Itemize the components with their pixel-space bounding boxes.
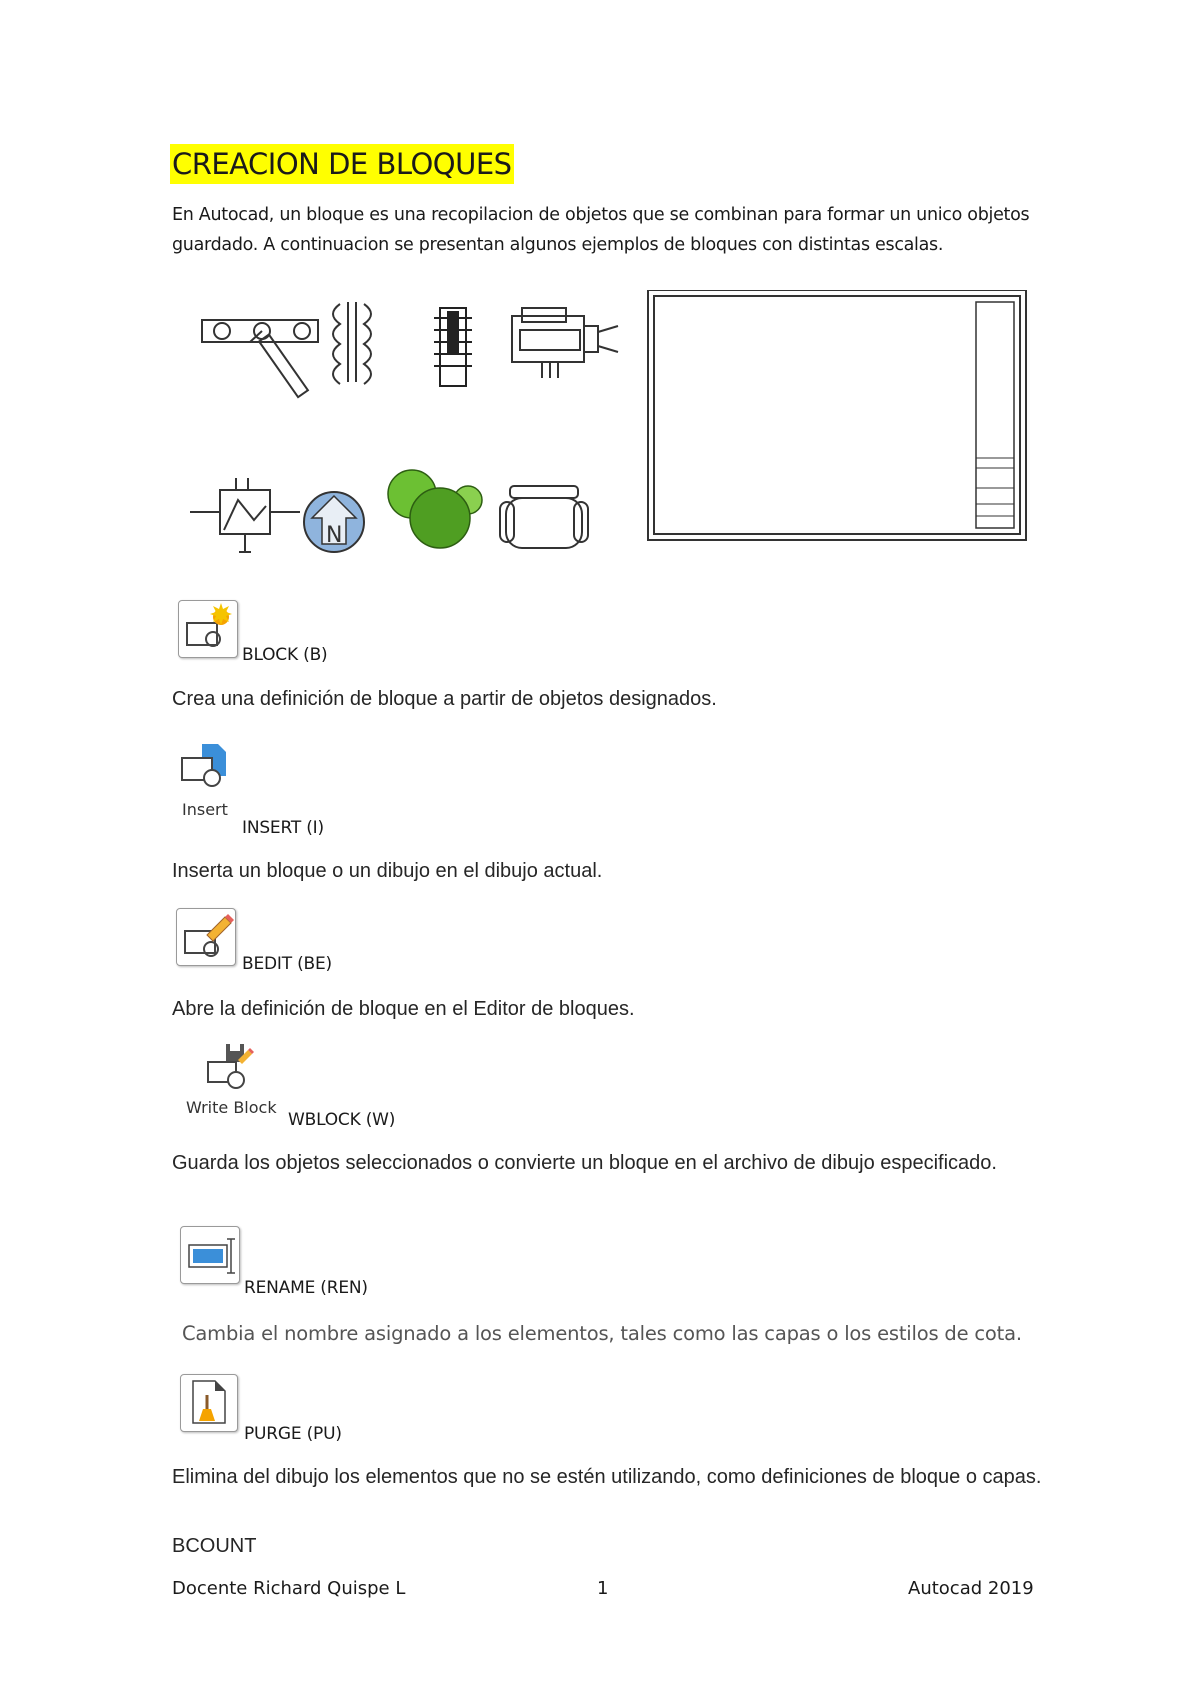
purge-button[interactable] bbox=[180, 1374, 238, 1432]
bedit-button[interactable] bbox=[176, 908, 236, 966]
insert-description: Inserta un bloque o un dibujo en el dibujo actual. bbox=[172, 860, 603, 882]
bedit-command-name: BEDIT (BE) bbox=[242, 954, 332, 974]
insert-command-name: INSERT (I) bbox=[242, 818, 324, 838]
purge-description: Elimina del dibujo los elementos que no se estén utilizando, como definiciones de bloque o capas. bbox=[172, 1466, 1042, 1488]
block-command-name: BLOCK (B) bbox=[242, 645, 328, 665]
block-description: Crea una definición de bloque a partir de objetos designados. bbox=[172, 688, 717, 710]
door-hinge-block bbox=[202, 320, 318, 397]
rename-button[interactable] bbox=[180, 1226, 240, 1284]
purge-command-name: PURGE (PU) bbox=[244, 1424, 342, 1444]
rename-icon bbox=[181, 1227, 239, 1283]
write-block-icon-label: Write Block bbox=[186, 1098, 277, 1117]
write-block-icon bbox=[200, 1040, 258, 1092]
footer-author: Docente Richard Quispe L bbox=[172, 1578, 406, 1599]
armchair-block bbox=[500, 486, 588, 548]
insert-icon-label: Insert bbox=[182, 800, 228, 819]
insert-button[interactable] bbox=[178, 740, 236, 792]
bcount-heading: BCOUNT bbox=[172, 1535, 257, 1557]
block-examples-figure bbox=[190, 290, 1030, 570]
insert-icon bbox=[178, 740, 236, 792]
electrical-symbol-block bbox=[190, 478, 300, 552]
purge-icon bbox=[181, 1375, 237, 1431]
block-icon bbox=[179, 601, 237, 657]
svg-text:N: N bbox=[326, 523, 343, 548]
bedit-description: Abre la definición de bloque en el Editor de bloques. bbox=[172, 998, 635, 1020]
write-block-button[interactable] bbox=[200, 1040, 258, 1092]
transformer-block bbox=[333, 302, 371, 384]
intro-paragraph: En Autocad, un bloque es una recopilacion de objetos que se combinan para formar un unico objetos guardado. A continuacion se presentan algunos ejemplos de bloques con distintas escalas. bbox=[172, 205, 1030, 255]
trees-block bbox=[388, 470, 482, 548]
title-sheet-block bbox=[648, 290, 1026, 540]
north-arrow-block bbox=[304, 492, 364, 552]
machine-block bbox=[512, 308, 618, 378]
page-title: CREACION DE BLOQUES bbox=[170, 144, 514, 184]
bedit-icon bbox=[177, 909, 235, 965]
electrical-panel-block bbox=[434, 308, 472, 386]
rename-command-name: RENAME (REN) bbox=[244, 1278, 368, 1298]
rename-description: Cambia el nombre asignado a los elementos, tales como las capas o los estilos de cota. bbox=[182, 1322, 1022, 1345]
wblock-description: Guarda los objetos seleccionados o convierte un bloque en el archivo de dibujo especificado. bbox=[172, 1152, 997, 1174]
footer-course: Autocad 2019 bbox=[908, 1578, 1034, 1599]
footer-page-number: 1 bbox=[597, 1578, 609, 1599]
block-button[interactable] bbox=[178, 600, 238, 658]
wblock-command-name: WBLOCK (W) bbox=[288, 1110, 396, 1130]
